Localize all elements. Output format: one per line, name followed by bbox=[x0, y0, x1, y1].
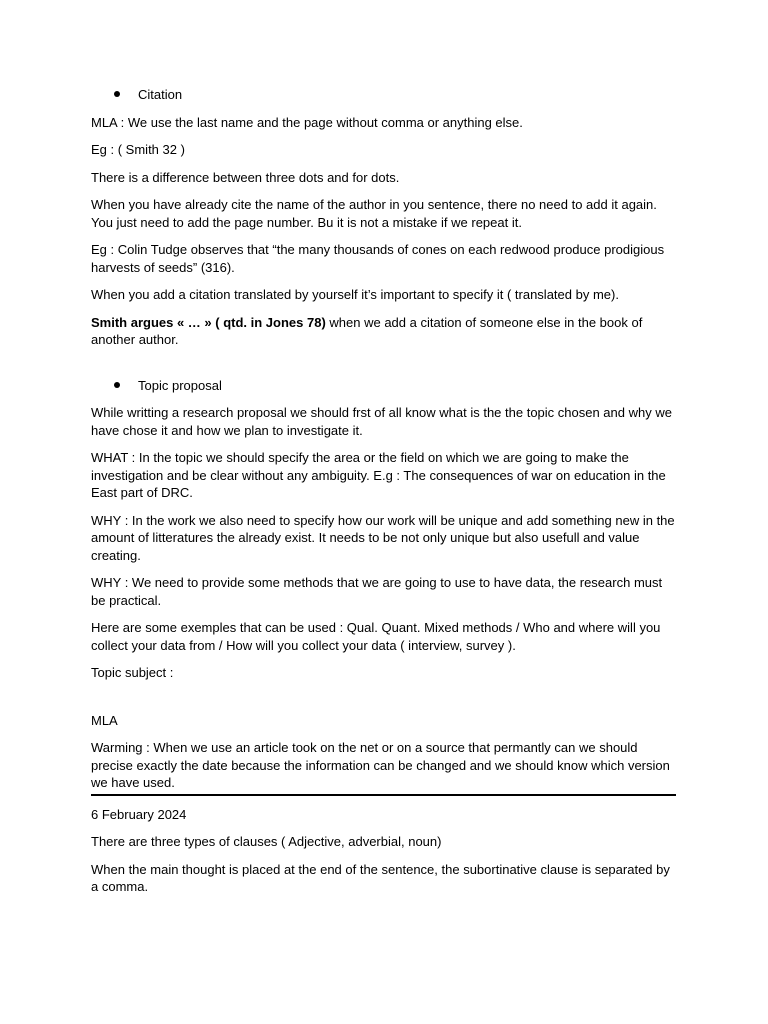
paragraph-author-cited: When you have already cite the name of the author in you sentence, there no need to add it again. You just need to add the page number. Bu it is not a mistake if we repeat it. bbox=[91, 197, 657, 230]
spacer bbox=[91, 359, 676, 377]
bullet-label: Topic proposal bbox=[138, 377, 222, 393]
bullet-icon bbox=[114, 382, 120, 388]
document-page bbox=[91, 86, 676, 906]
paragraph-qtd-in bbox=[91, 314, 676, 349]
bullet-item-citation bbox=[91, 86, 676, 104]
horizontal-rule bbox=[91, 794, 676, 796]
paragraph-what: WHAT : In the topic we should specify the area or the field on which we are going to make the investigation and be clear without any ambiguity. E.g : The consequences of war on education in the East part of DRC. bbox=[91, 450, 666, 500]
paragraph-dots: There is a difference between three dots and for dots. bbox=[91, 169, 400, 185]
paragraph-example-smith: Eg : ( Smith 32 ) bbox=[91, 142, 185, 157]
paragraph-example-tudge: Eg : Colin Tudge observes that “the many thousands of cones on each redwood produce prodigious harvests of seeds” (316). bbox=[91, 242, 665, 275]
paragraph-why-unique: WHY : In the work we also need to specify how our work will be unique and add something new in the amount of litteratures the already exist. It needs to be not only unique but also usefull and value creating. bbox=[91, 512, 675, 563]
smith-rest-text: when we add a citation of someone else in the book of another author. bbox=[91, 314, 643, 347]
bullet-label: Citation bbox=[138, 87, 183, 102]
paragraph-mla-rule: MLA : We use the last name and the page without comma or anything else. bbox=[91, 114, 523, 130]
paragraph-warning: Warming : When we use an article took on the net or on a source that permantly can we should precise exactly the date because the information can be changed and we should know which version we have used. bbox=[91, 740, 670, 790]
paragraph-proposal-intro: While writting a research proposal we should frst of all know what is the the topic chosen and why we have chose it and how we plan to investigate it. bbox=[91, 405, 672, 438]
bullet-item-topic-proposal bbox=[91, 377, 676, 395]
paragraph-main-thought: When the main thought is placed at the end of the sentence, the subortinative clause is separated by a comma. bbox=[91, 861, 670, 894]
heading-mla: MLA bbox=[91, 712, 118, 728]
bullet-icon bbox=[114, 91, 120, 97]
paragraph-topic-subject: Topic subject : bbox=[91, 665, 174, 680]
paragraph-clauses: There are three types of clauses ( Adjective, adverbial, noun) bbox=[91, 834, 442, 849]
spacer bbox=[91, 692, 676, 712]
paragraph-translated: When you add a citation translated by yourself it’s important to specify it ( translated by me). bbox=[91, 287, 619, 302]
date-line: 6 February 2024 bbox=[91, 806, 187, 822]
paragraph-examples: Here are some exemples that can be used : Qual. Quant. Mixed methods / Who and where will you collect your data from / How will you collect your data ( interview, survey ). bbox=[91, 620, 661, 653]
smith-bold-text: Smith argues « … » ( qtd. in Jones 78) bbox=[91, 314, 326, 330]
paragraph-why-methods: WHY : We need to provide some methods that we are going to use to have data, the research must be practical. bbox=[91, 575, 663, 608]
